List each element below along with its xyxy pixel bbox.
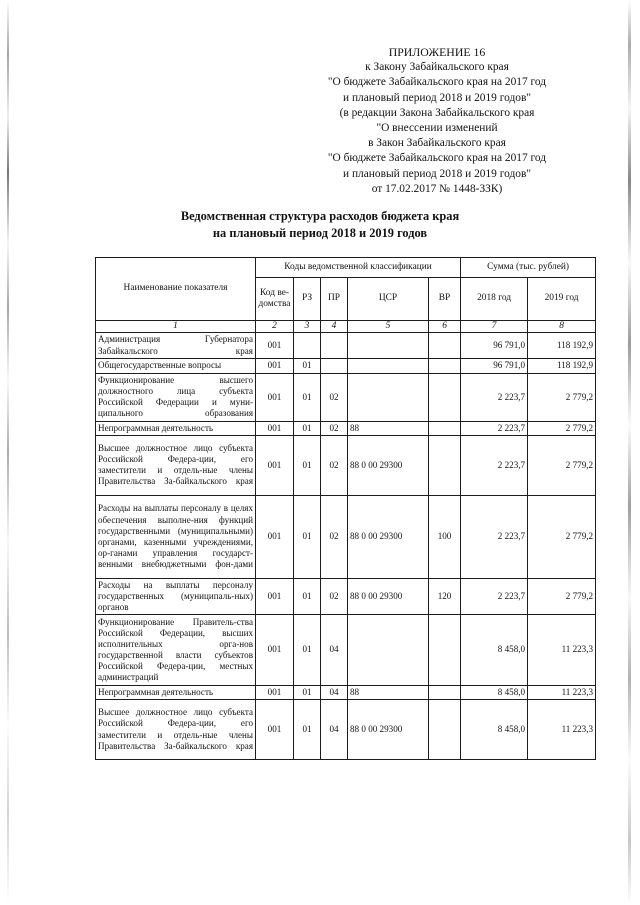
- table-column-numbering-row: [96, 321, 596, 333]
- appendix-header-line-1: ПРИЛОЖЕНИЕ 16: [388, 45, 486, 59]
- row-csr: 88 0 00 29300: [348, 495, 429, 578]
- row-rz: 01: [294, 495, 321, 578]
- row-indicator-name: Высшее должностное лицо субъекта Российской Федера-ции, его заместители и отдель-ные члены Правительства За-байкальского края: [96, 435, 256, 495]
- row-sum-2018: 8 458,0: [461, 685, 528, 699]
- row-vr: [429, 700, 461, 760]
- column-header-csr: ЦСР: [348, 278, 429, 321]
- row-sum-2018: 2 223,7: [461, 495, 528, 578]
- row-sum-2018: 2 223,7: [461, 578, 528, 614]
- table-row: [96, 358, 596, 373]
- table-row: [96, 578, 596, 614]
- table-row: [96, 435, 596, 495]
- row-sum-2019: 11 223,3: [528, 614, 596, 685]
- appendix-header-line-3: "О бюджете Забайкальского края на 2017 год: [327, 76, 547, 89]
- column-number-8: 8: [528, 321, 596, 333]
- row-indicator-name: Общегосударственные вопросы: [96, 358, 256, 373]
- row-vr: [429, 421, 461, 435]
- row-indicator-name: Расходы на выплаты персоналу государственных (муниципаль-ных) органов: [96, 578, 256, 614]
- row-indicator-name: Функционирование Правитель-ства Российской Федерации, высших исполнительных орга-нов государственной власти субъектов Российской Федера-ции, местных администраций: [96, 614, 256, 685]
- row-department-code: 001: [256, 700, 294, 760]
- row-rz: 01: [294, 421, 321, 435]
- page-title: [100, 208, 540, 242]
- appendix-header-line-9: и плановый период 2018 и 2019 годов": [343, 167, 531, 180]
- row-rz: 01: [294, 685, 321, 699]
- row-csr: 88 0 00 29300: [348, 700, 429, 760]
- row-rz: 01: [294, 358, 321, 373]
- row-sum-2019: 11 223,3: [528, 700, 596, 760]
- page-title-line-2: на плановый период 2018 и 2019 годов: [212, 226, 428, 240]
- row-csr: [348, 333, 429, 358]
- row-csr: 88: [348, 685, 429, 699]
- column-number-5: 5: [348, 321, 429, 333]
- row-pr: 04: [321, 700, 348, 760]
- row-vr: 120: [429, 578, 461, 614]
- row-rz: [294, 333, 321, 358]
- row-vr: [429, 358, 461, 373]
- row-department-code: 001: [256, 435, 294, 495]
- row-sum-2018: 96 791,0: [461, 333, 528, 358]
- appendix-header: [272, 45, 602, 197]
- row-sum-2019: 2 779,2: [528, 435, 596, 495]
- row-department-code: 001: [256, 358, 294, 373]
- row-rz: 01: [294, 578, 321, 614]
- page-title-line-1: Ведомственная структура расходов бюджета края: [180, 209, 460, 223]
- column-header-indicator-name: Наименование показателя: [96, 258, 256, 321]
- row-pr: 02: [321, 578, 348, 614]
- row-department-code: 001: [256, 421, 294, 435]
- row-csr: [348, 358, 429, 373]
- row-department-code: 001: [256, 685, 294, 699]
- column-number-1: 1: [96, 321, 256, 333]
- column-header-sum: Сумма (тыс. рублей): [461, 258, 596, 278]
- row-rz: 01: [294, 435, 321, 495]
- row-indicator-name: Расходы на выплаты персоналу в целях обеспечения выполне-ния функций государственными (муниципальными) органами, казенными учреждениями, ор-ганами управления государст-венными внебюджетными фон-дами: [96, 495, 256, 578]
- row-department-code: 001: [256, 495, 294, 578]
- appendix-header-line-4: и плановый период 2018 и 2019 годов": [343, 91, 531, 104]
- row-vr: 100: [429, 495, 461, 578]
- table-row: [96, 495, 596, 578]
- row-vr: [429, 614, 461, 685]
- row-vr: [429, 435, 461, 495]
- row-rz: 01: [294, 700, 321, 760]
- column-number-4: 4: [321, 321, 348, 333]
- row-sum-2019: 11 223,3: [528, 685, 596, 699]
- row-csr: 88 0 00 29300: [348, 435, 429, 495]
- row-indicator-name: Администрация Губернатора Забайкальского края: [96, 333, 256, 358]
- row-csr: [348, 373, 429, 421]
- row-department-code: 001: [256, 373, 294, 421]
- row-indicator-name: Функционирование высшего должностного лица субъекта Российской Федерации и муни-ципального образования: [96, 373, 256, 421]
- row-pr: 04: [321, 614, 348, 685]
- appendix-header-line-2: к Закону Забайкальского края: [365, 61, 509, 74]
- column-header-department-code-line-1: Код ве-: [260, 287, 289, 298]
- row-vr: [429, 685, 461, 699]
- table-row: [96, 333, 596, 358]
- appendix-header-line-5: (в редакции Закона Забайкальского края: [339, 106, 535, 119]
- column-number-6: 6: [429, 321, 461, 333]
- table-body: [96, 333, 596, 760]
- row-sum-2019: 118 192,9: [528, 358, 596, 373]
- row-vr: [429, 373, 461, 421]
- row-csr: [348, 614, 429, 685]
- row-indicator-name: Высшее должностное лицо субъекта Российской Федера-ции, его заместители и отдель-ные члены Правительства За-байкальского края: [96, 700, 256, 760]
- column-number-2: 2: [256, 321, 294, 333]
- row-sum-2019: 2 779,2: [528, 421, 596, 435]
- row-indicator-name: Непрограммная деятельность: [96, 421, 256, 435]
- column-header-vr: ВР: [429, 278, 461, 321]
- row-sum-2019: 2 779,2: [528, 373, 596, 421]
- column-header-year-2018: 2018 год: [461, 278, 528, 321]
- row-sum-2019: 2 779,2: [528, 578, 596, 614]
- row-department-code: 001: [256, 578, 294, 614]
- column-header-classification-codes: Коды ведомственной классификации: [256, 258, 461, 278]
- table-row: [96, 614, 596, 685]
- row-pr: 02: [321, 435, 348, 495]
- row-sum-2018: 2 223,7: [461, 435, 528, 495]
- row-pr: [321, 333, 348, 358]
- row-pr: 02: [321, 421, 348, 435]
- table-row: [96, 685, 596, 699]
- column-header-year-2019: 2019 год: [528, 278, 596, 321]
- row-sum-2018: 2 223,7: [461, 373, 528, 421]
- column-header-department-code-line-2: домства: [258, 299, 291, 309]
- row-sum-2019: 118 192,9: [528, 333, 596, 358]
- column-header-pr: ПР: [321, 278, 348, 321]
- table-row: [96, 373, 596, 421]
- row-rz: 01: [294, 614, 321, 685]
- column-number-3: 3: [294, 321, 321, 333]
- row-rz: 01: [294, 373, 321, 421]
- row-sum-2018: 8 458,0: [461, 700, 528, 760]
- appendix-header-line-7: в Закон Забайкальского края: [368, 137, 506, 150]
- row-indicator-name: Непрограммная деятельность: [96, 685, 256, 699]
- row-pr: [321, 358, 348, 373]
- appendix-header-line-6: "О внессении изменений: [376, 122, 498, 135]
- row-sum-2018: 96 791,0: [461, 358, 528, 373]
- table-header-row-groups: [96, 258, 596, 278]
- row-pr: 02: [321, 495, 348, 578]
- row-pr: 04: [321, 685, 348, 699]
- row-sum-2019: 2 779,2: [528, 495, 596, 578]
- budget-structure-table: [95, 257, 596, 760]
- row-pr: 02: [321, 373, 348, 421]
- appendix-header-line-10: от 17.02.2017 № 1448-ЗЗК): [371, 182, 503, 195]
- row-csr: 88: [348, 421, 429, 435]
- appendix-header-line-8: "О бюджете Забайкальского края на 2017 год: [327, 152, 547, 165]
- table-row: [96, 700, 596, 760]
- row-department-code: 001: [256, 614, 294, 685]
- row-vr: [429, 333, 461, 358]
- table-header: [96, 258, 596, 333]
- row-sum-2018: 2 223,7: [461, 421, 528, 435]
- row-csr: 88 0 00 29300: [348, 578, 429, 614]
- column-header-rz: РЗ: [294, 278, 321, 321]
- table-row: [96, 421, 596, 435]
- column-header-department-code: [256, 278, 294, 321]
- row-sum-2018: 8 458,0: [461, 614, 528, 685]
- column-number-7: 7: [461, 321, 528, 333]
- row-department-code: 001: [256, 333, 294, 358]
